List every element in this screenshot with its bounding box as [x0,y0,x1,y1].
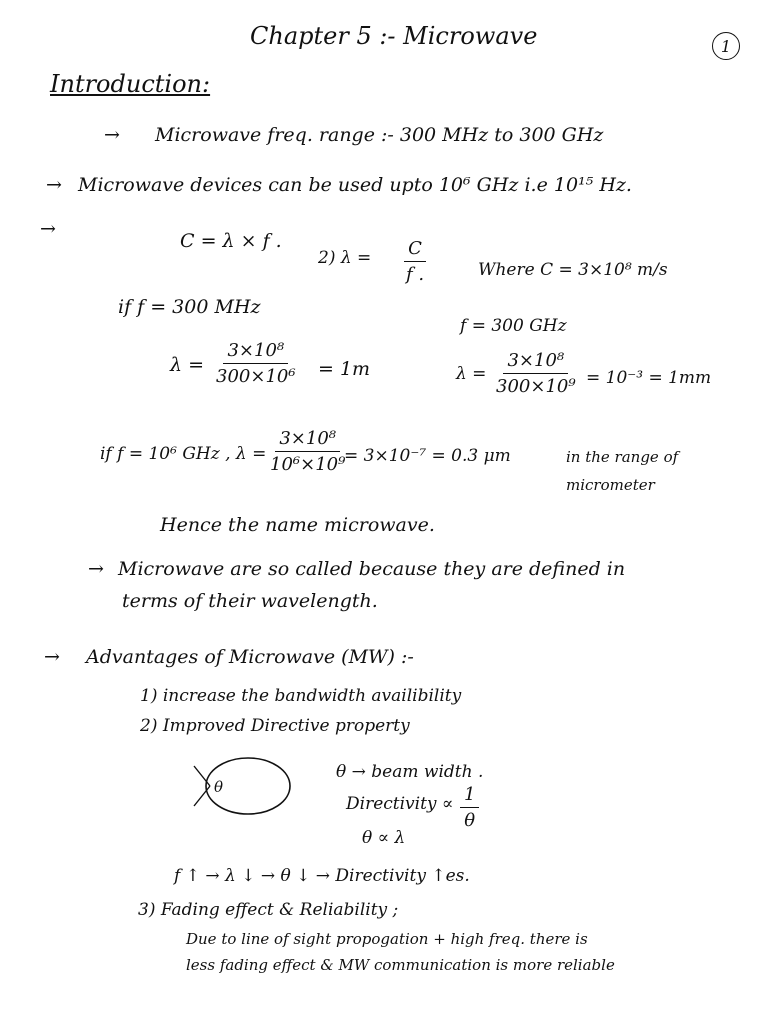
lambda-den: f . [406,264,425,285]
arrow-icon: → [46,174,62,196]
directivity-chain: f ↑ → λ ↓ → θ ↓ → Directivity ↑es. [174,866,470,886]
calc1-fraction [212,340,300,387]
lambda-fraction [402,238,428,285]
beam-pattern-diagram [190,752,296,822]
calc1-num: 3×10⁸ [223,340,288,364]
calc3-den: 10⁶×10⁹ [270,454,346,475]
beam-edge-lower [194,786,210,806]
f-300ghz: f = 300 GHz [460,316,567,336]
dir-num: 1 [460,784,479,808]
calc3-fraction [266,428,349,475]
calc2-fraction [492,350,580,397]
introduction-heading: Introduction: [50,70,211,98]
arrow-icon: → [104,124,120,146]
calc1-prefix: λ = [170,354,205,376]
calc2-den: 300×10⁹ [496,376,576,397]
theta-proportional: θ ∝ λ [362,828,406,848]
item3-line-2: less fading effect & MW communication is more reliable [186,956,615,974]
directivity-label: Directivity ∝ [346,794,454,814]
lambda-num: C [404,238,426,262]
theta-symbol: θ [214,778,224,796]
calc2-prefix: λ = [456,364,487,384]
dir-den: θ [464,810,476,831]
page-number: 1 [712,32,740,60]
calc3-num: 3×10⁸ [275,428,340,452]
calc3-note: in the range of [566,448,679,466]
calc3-result: = 3×10⁻⁷ = 0.3 μm [344,446,511,466]
calc2-result: = 10⁻³ = 1mm [586,368,712,388]
advantage-item-1: 1) increase the bandwidth availibility [140,686,462,706]
advantage-item-3: 3) Fading effect & Reliability ; [138,900,399,920]
c-formula: C = λ × f . [180,230,282,252]
called-line-2: terms of their wavelength. [122,590,378,612]
beam-width-label: θ → beam width . [336,762,484,782]
calc3-prefix: if f = 10⁶ GHz , λ = [100,444,267,464]
devices-line: Microwave devices can be used upto 10⁶ GHz i.e 10¹⁵ Hz. [78,174,632,196]
calc3-note-2: micrometer [566,476,655,494]
arrow-icon: → [40,218,56,240]
where-c-line: Where C = 3×10⁸ m/s [478,260,668,280]
item3-line-1: Due to line of sight propogation + high freq. there is [186,930,588,948]
lambda-label: 2) λ = [318,248,372,268]
arrow-icon: → [44,646,60,668]
if-f-300mhz: if f = 300 MHz [118,296,261,318]
beam-edge-upper [194,766,210,786]
chapter-title: Chapter 5 :- Microwave [250,22,538,50]
calc2-num: 3×10⁸ [503,350,568,374]
arrow-icon: → [88,558,104,580]
calc1-den: 300×10⁶ [216,366,296,387]
calc1-result: = 1m [318,358,371,380]
freq-range-line: Microwave freq. range :- 300 MHz to 300 GHz [155,124,604,146]
advantages-heading: Advantages of Microwave (MW) :- [86,646,414,668]
called-line-1: Microwave are so called because they are defined in [118,558,626,580]
advantage-item-2: 2) Improved Directive property [140,716,410,736]
hence-line: Hence the name microwave. [160,514,435,536]
directivity-fraction [460,784,479,831]
